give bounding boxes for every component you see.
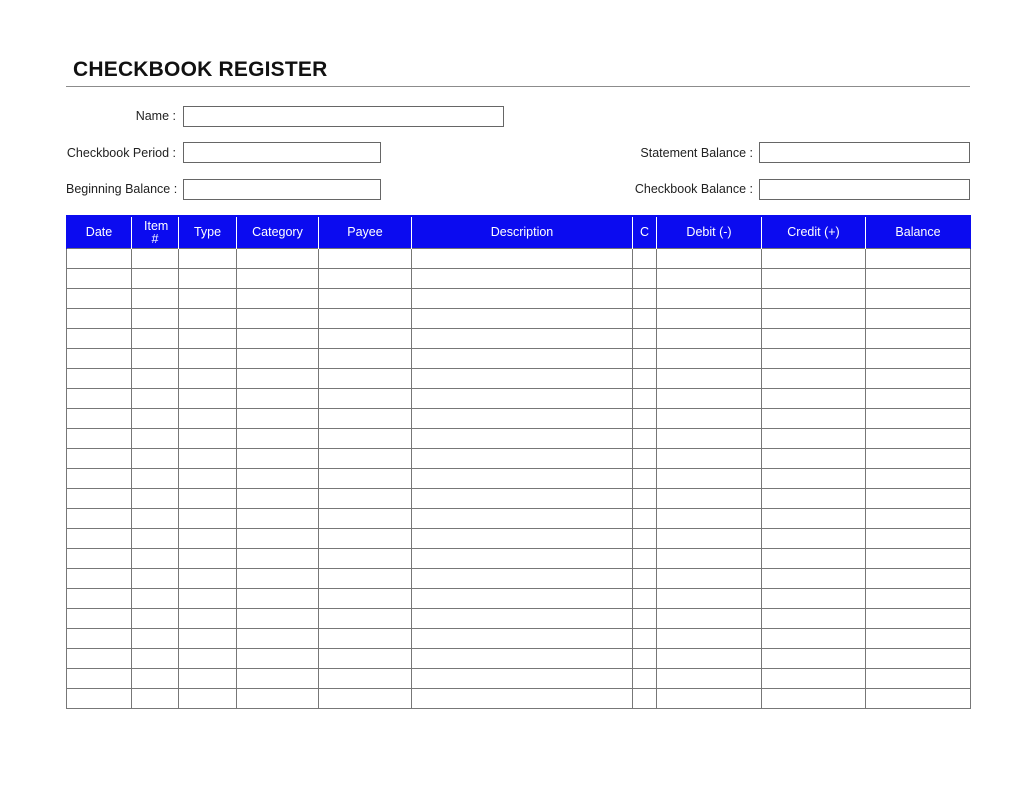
table-cell[interactable] (762, 489, 866, 509)
register-table (66, 215, 971, 709)
table-cell[interactable] (866, 329, 971, 349)
table-cell[interactable] (179, 669, 237, 689)
table-cell[interactable] (633, 269, 657, 289)
table-row (67, 289, 971, 309)
register-body (67, 249, 971, 709)
table-cell[interactable] (67, 609, 132, 629)
table-cell[interactable] (762, 649, 866, 669)
table-cell[interactable] (633, 309, 657, 329)
col-header-cleared: C (633, 216, 657, 249)
col-header-balance: Balance (866, 216, 971, 249)
table-cell[interactable] (866, 649, 971, 669)
table-cell[interactable] (132, 329, 179, 349)
table-cell[interactable] (132, 269, 179, 289)
table-cell[interactable] (319, 429, 412, 449)
table-cell[interactable] (319, 449, 412, 469)
table-cell[interactable] (237, 369, 319, 389)
table-row (67, 649, 971, 669)
table-cell[interactable] (866, 549, 971, 569)
table-cell[interactable] (412, 349, 633, 369)
table-cell[interactable] (412, 269, 633, 289)
table-cell[interactable] (132, 489, 179, 509)
table-cell[interactable] (866, 269, 971, 289)
table-cell[interactable] (67, 489, 132, 509)
table-cell[interactable] (657, 509, 762, 529)
table-cell[interactable] (319, 329, 412, 349)
table-cell[interactable] (633, 449, 657, 469)
table-cell[interactable] (657, 609, 762, 629)
table-cell[interactable] (132, 469, 179, 489)
table-cell[interactable] (237, 289, 319, 309)
table-cell[interactable] (762, 269, 866, 289)
table-cell[interactable] (132, 649, 179, 669)
table-cell[interactable] (179, 589, 237, 609)
table-cell[interactable] (179, 349, 237, 369)
table-cell[interactable] (319, 289, 412, 309)
table-cell[interactable] (762, 509, 866, 529)
table-cell[interactable] (179, 609, 237, 629)
table-cell[interactable] (866, 249, 971, 269)
table-cell[interactable] (319, 569, 412, 589)
table-cell[interactable] (866, 289, 971, 309)
table-row (67, 549, 971, 569)
table-cell[interactable] (67, 669, 132, 689)
table-cell[interactable] (67, 349, 132, 369)
table-cell[interactable] (319, 509, 412, 529)
col-header-date: Date (67, 216, 132, 249)
table-cell[interactable] (319, 649, 412, 669)
table-cell[interactable] (866, 689, 971, 709)
table-cell[interactable] (319, 549, 412, 569)
statement-balance-field[interactable] (759, 142, 970, 163)
table-cell[interactable] (179, 429, 237, 449)
table-cell[interactable] (319, 589, 412, 609)
table-cell[interactable] (179, 549, 237, 569)
table-cell[interactable] (633, 609, 657, 629)
table-row (67, 329, 971, 349)
table-cell[interactable] (132, 309, 179, 329)
table-cell[interactable] (866, 669, 971, 689)
table-cell[interactable] (67, 289, 132, 309)
table-cell[interactable] (633, 349, 657, 369)
table-cell[interactable] (132, 529, 179, 549)
name-label: Name : (135, 109, 176, 123)
table-row (67, 469, 971, 489)
table-cell[interactable] (412, 669, 633, 689)
table-row (67, 509, 971, 529)
table-cell[interactable] (762, 529, 866, 549)
col-header-item: Item # (132, 216, 179, 249)
table-cell[interactable] (237, 429, 319, 449)
table-cell[interactable] (237, 649, 319, 669)
table-cell[interactable] (132, 689, 179, 709)
table-row (67, 389, 971, 409)
table-row (67, 429, 971, 449)
table-cell[interactable] (866, 349, 971, 369)
table-cell[interactable] (237, 489, 319, 509)
table-cell[interactable] (412, 549, 633, 569)
table-row (67, 629, 971, 649)
table-cell[interactable] (412, 449, 633, 469)
table-cell[interactable] (657, 329, 762, 349)
table-cell[interactable] (633, 409, 657, 429)
table-cell[interactable] (237, 409, 319, 429)
table-cell[interactable] (762, 309, 866, 329)
table-cell[interactable] (179, 569, 237, 589)
table-cell[interactable] (67, 529, 132, 549)
table-cell[interactable] (132, 349, 179, 369)
table-cell[interactable] (633, 429, 657, 449)
table-cell[interactable] (412, 289, 633, 309)
table-cell[interactable] (762, 589, 866, 609)
table-cell[interactable] (67, 389, 132, 409)
table-cell[interactable] (412, 529, 633, 549)
table-cell[interactable] (67, 369, 132, 389)
table-cell[interactable] (762, 429, 866, 449)
table-row (67, 589, 971, 609)
table-cell[interactable] (412, 629, 633, 649)
table-cell[interactable] (866, 429, 971, 449)
table-cell[interactable] (319, 529, 412, 549)
table-cell[interactable] (132, 369, 179, 389)
col-header-credit: Credit (+) (762, 216, 866, 249)
table-cell[interactable] (319, 249, 412, 269)
table-cell[interactable] (657, 489, 762, 509)
table-cell[interactable] (412, 509, 633, 529)
table-cell[interactable] (67, 509, 132, 529)
table-cell[interactable] (633, 249, 657, 269)
table-cell[interactable] (237, 669, 319, 689)
col-header-category: Category (237, 216, 319, 249)
table-cell[interactable] (67, 269, 132, 289)
table-cell[interactable] (762, 289, 866, 309)
table-cell[interactable] (633, 649, 657, 669)
table-cell[interactable] (633, 469, 657, 489)
table-cell[interactable] (762, 349, 866, 369)
table-row (67, 569, 971, 589)
table-cell[interactable] (179, 369, 237, 389)
table-cell[interactable] (319, 629, 412, 649)
table-row (67, 489, 971, 509)
table-cell[interactable] (237, 389, 319, 409)
table-cell[interactable] (237, 589, 319, 609)
table-cell[interactable] (657, 369, 762, 389)
table-cell[interactable] (179, 289, 237, 309)
table-cell[interactable] (319, 309, 412, 329)
table-cell[interactable] (633, 489, 657, 509)
statement-balance-label: Statement Balance : (640, 146, 753, 160)
table-cell[interactable] (633, 549, 657, 569)
table-row (67, 449, 971, 469)
table-cell[interactable] (633, 329, 657, 349)
table-cell[interactable] (412, 469, 633, 489)
table-cell[interactable] (412, 369, 633, 389)
table-cell[interactable] (132, 509, 179, 529)
table-cell[interactable] (237, 629, 319, 649)
table-cell[interactable] (237, 509, 319, 529)
table-cell[interactable] (132, 629, 179, 649)
table-cell[interactable] (762, 609, 866, 629)
table-cell[interactable] (132, 429, 179, 449)
table-cell[interactable] (633, 529, 657, 549)
table-cell[interactable] (319, 669, 412, 689)
table-cell[interactable] (237, 449, 319, 469)
table-cell[interactable] (319, 689, 412, 709)
table-cell[interactable] (319, 269, 412, 289)
table-cell[interactable] (237, 689, 319, 709)
table-cell[interactable] (412, 569, 633, 589)
table-cell[interactable] (67, 589, 132, 609)
table-cell[interactable] (237, 609, 319, 629)
table-row (67, 349, 971, 369)
table-cell[interactable] (866, 369, 971, 389)
table-row (67, 369, 971, 389)
table-cell[interactable] (762, 629, 866, 649)
table-cell[interactable] (67, 649, 132, 669)
table-cell[interactable] (179, 649, 237, 669)
table-cell[interactable] (179, 529, 237, 549)
table-cell[interactable] (132, 409, 179, 429)
table-cell[interactable] (132, 449, 179, 469)
table-cell[interactable] (633, 289, 657, 309)
table-cell[interactable] (657, 689, 762, 709)
table-cell[interactable] (762, 249, 866, 269)
table-row (67, 309, 971, 329)
page-title: CHECKBOOK REGISTER (73, 58, 328, 81)
table-cell[interactable] (762, 549, 866, 569)
table-cell[interactable] (866, 609, 971, 629)
table-cell[interactable] (132, 289, 179, 309)
title-divider (66, 86, 970, 87)
table-cell[interactable] (67, 449, 132, 469)
table-cell[interactable] (67, 409, 132, 429)
table-cell[interactable] (319, 369, 412, 389)
table-cell[interactable] (132, 589, 179, 609)
register-header-row (67, 216, 971, 249)
table-cell[interactable] (762, 689, 866, 709)
table-cell[interactable] (132, 389, 179, 409)
table-cell[interactable] (412, 409, 633, 429)
table-cell[interactable] (179, 269, 237, 289)
table-cell[interactable] (657, 569, 762, 589)
table-cell[interactable] (412, 589, 633, 609)
table-cell[interactable] (319, 489, 412, 509)
table-row (67, 609, 971, 629)
table-row (67, 669, 971, 689)
table-cell[interactable] (762, 469, 866, 489)
table-cell[interactable] (866, 489, 971, 509)
table-cell[interactable] (762, 409, 866, 429)
table-cell[interactable] (762, 669, 866, 689)
table-cell[interactable] (132, 249, 179, 269)
table-cell[interactable] (412, 689, 633, 709)
table-row (67, 409, 971, 429)
col-header-payee: Payee (319, 216, 412, 249)
table-cell[interactable] (762, 449, 866, 469)
checkbook-period-label: Checkbook Period : (66, 146, 176, 160)
checkbook-balance-label: Checkbook Balance : (634, 182, 753, 196)
table-cell[interactable] (657, 529, 762, 549)
table-row (67, 529, 971, 549)
table-cell[interactable] (237, 309, 319, 329)
table-cell[interactable] (657, 429, 762, 449)
table-cell[interactable] (633, 569, 657, 589)
name-field[interactable] (183, 106, 504, 127)
table-cell[interactable] (866, 309, 971, 329)
table-cell[interactable] (762, 389, 866, 409)
table-cell[interactable] (132, 669, 179, 689)
table-cell[interactable] (237, 569, 319, 589)
table-cell[interactable] (179, 629, 237, 649)
table-cell[interactable] (132, 569, 179, 589)
table-cell[interactable] (657, 289, 762, 309)
table-cell[interactable] (132, 609, 179, 629)
table-cell[interactable] (866, 589, 971, 609)
table-cell[interactable] (237, 329, 319, 349)
table-cell[interactable] (412, 389, 633, 409)
table-cell[interactable] (179, 329, 237, 349)
table-cell[interactable] (633, 369, 657, 389)
table-cell[interactable] (633, 669, 657, 689)
table-cell[interactable] (657, 549, 762, 569)
table-cell[interactable] (762, 329, 866, 349)
table-cell[interactable] (319, 469, 412, 489)
table-cell[interactable] (657, 269, 762, 289)
table-cell[interactable] (67, 249, 132, 269)
table-cell[interactable] (237, 469, 319, 489)
table-cell[interactable] (179, 409, 237, 429)
table-cell[interactable] (179, 389, 237, 409)
table-cell[interactable] (866, 469, 971, 489)
col-header-type: Type (179, 216, 237, 249)
table-cell[interactable] (179, 509, 237, 529)
table-cell[interactable] (866, 449, 971, 469)
table-cell[interactable] (633, 629, 657, 649)
table-cell[interactable] (657, 469, 762, 489)
table-cell[interactable] (657, 309, 762, 329)
table-cell[interactable] (657, 589, 762, 609)
table-cell[interactable] (762, 569, 866, 589)
table-cell[interactable] (412, 309, 633, 329)
beginning-balance-field[interactable] (183, 179, 381, 200)
table-cell[interactable] (866, 629, 971, 649)
table-cell[interactable] (237, 549, 319, 569)
table-cell[interactable] (657, 389, 762, 409)
table-cell[interactable] (412, 489, 633, 509)
table-cell[interactable] (633, 389, 657, 409)
table-cell[interactable] (179, 689, 237, 709)
table-cell[interactable] (67, 549, 132, 569)
table-cell[interactable] (179, 249, 237, 269)
table-cell[interactable] (319, 349, 412, 369)
table-cell[interactable] (657, 409, 762, 429)
table-cell[interactable] (132, 549, 179, 569)
table-cell[interactable] (866, 409, 971, 429)
checkbook-balance-field[interactable] (759, 179, 970, 200)
table-cell[interactable] (67, 469, 132, 489)
table-cell[interactable] (67, 569, 132, 589)
table-cell[interactable] (237, 249, 319, 269)
table-cell[interactable] (179, 469, 237, 489)
table-cell[interactable] (179, 309, 237, 329)
table-cell[interactable] (657, 249, 762, 269)
table-cell[interactable] (67, 429, 132, 449)
table-cell[interactable] (866, 569, 971, 589)
table-cell[interactable] (237, 269, 319, 289)
table-cell[interactable] (237, 349, 319, 369)
beginning-balance-label: Beginning Balance : (66, 182, 178, 196)
table-cell[interactable] (762, 369, 866, 389)
col-header-debit: Debit (-) (657, 216, 762, 249)
table-cell[interactable] (657, 349, 762, 369)
table-row (67, 269, 971, 289)
table-cell[interactable] (319, 389, 412, 409)
table-cell[interactable] (67, 629, 132, 649)
table-cell[interactable] (67, 329, 132, 349)
table-cell[interactable] (237, 529, 319, 549)
table-row (67, 689, 971, 709)
table-cell[interactable] (179, 449, 237, 469)
table-cell[interactable] (657, 629, 762, 649)
table-cell[interactable] (657, 649, 762, 669)
table-cell[interactable] (866, 529, 971, 549)
table-cell[interactable] (633, 689, 657, 709)
table-cell[interactable] (412, 249, 633, 269)
table-cell[interactable] (657, 669, 762, 689)
table-cell[interactable] (319, 609, 412, 629)
table-cell[interactable] (319, 409, 412, 429)
table-cell[interactable] (179, 489, 237, 509)
col-header-description: Description (412, 216, 633, 249)
table-cell[interactable] (67, 309, 132, 329)
table-cell[interactable] (412, 649, 633, 669)
table-cell[interactable] (866, 509, 971, 529)
table-row (67, 249, 971, 269)
checkbook-period-field[interactable] (183, 142, 381, 163)
table-cell[interactable] (633, 509, 657, 529)
table-cell[interactable] (412, 429, 633, 449)
table-cell[interactable] (67, 689, 132, 709)
table-cell[interactable] (412, 609, 633, 629)
table-cell[interactable] (412, 329, 633, 349)
table-cell[interactable] (657, 449, 762, 469)
table-cell[interactable] (866, 389, 971, 409)
table-cell[interactable] (633, 589, 657, 609)
